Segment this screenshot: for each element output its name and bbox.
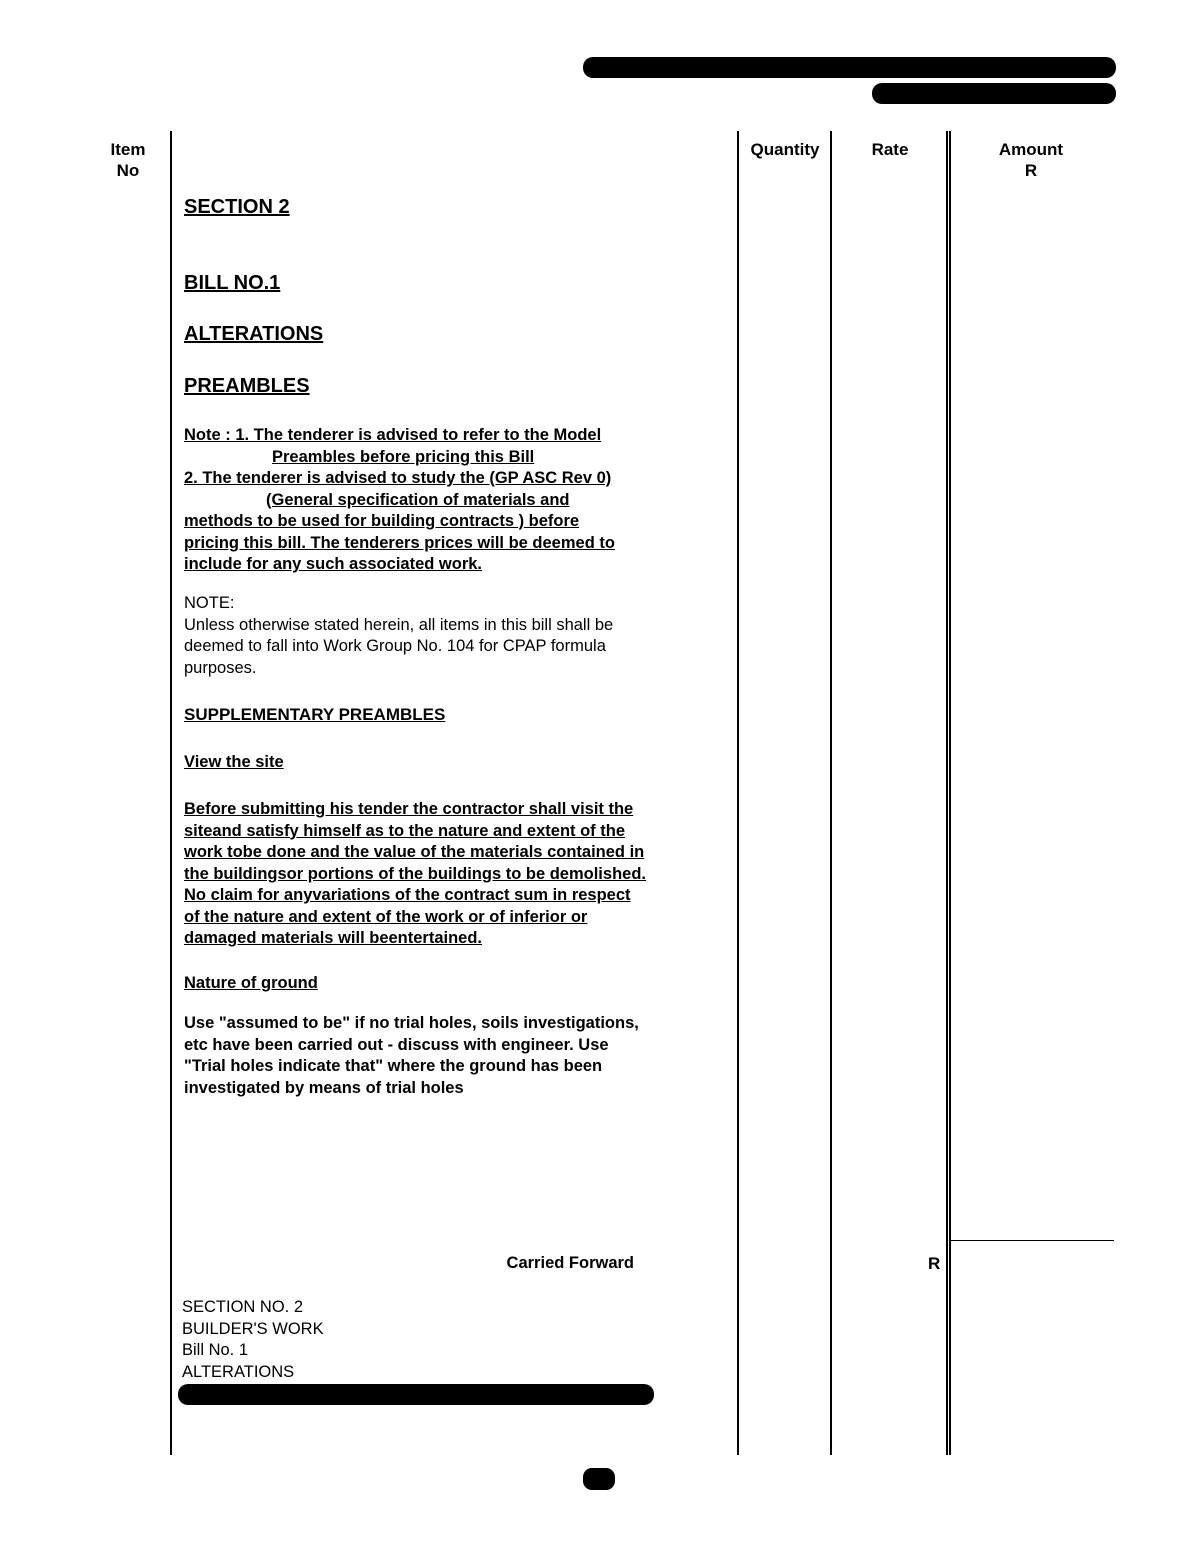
- column-header-quantity: Quantity: [750, 140, 820, 159]
- footer-builders-work: BUILDER'S WORK: [182, 1319, 324, 1338]
- note-line-3: 2. The tenderer is advised to study the (GP ASC Rev 0): [184, 469, 612, 487]
- supplementary-preambles-heading: SUPPLEMENTARY PREAMBLES: [184, 705, 446, 724]
- footer-alterations: ALTERATIONS: [182, 1362, 295, 1381]
- view-site-text: Before submitting his tender the contractor shall visit the siteand satisfy himself as to the nature and extent of the work tobe done and the value of the materials contained in the buildingsor portions of the buildings to be demolished. No claim for anyvariations of the contract sum in respect of the nature and extent of the work or of inferior or damaged materials will beentertained.: [184, 800, 646, 947]
- section-heading: SECTION 2: [184, 196, 290, 218]
- alterations-heading: ALTERATIONS: [184, 323, 324, 345]
- bill-heading: BILL NO.1: [184, 272, 281, 294]
- carried-forward-currency: R: [928, 1254, 941, 1273]
- work-group-note: [184, 593, 649, 679]
- view-site-title: View the site: [184, 753, 284, 771]
- carried-forward-total-rule: [950, 1240, 1114, 1241]
- work-group-note-text: Unless otherwise stated herein, all items in this bill shall be deemed to fall into Work Group No. 104 for CPAP formula purposes.: [184, 615, 614, 677]
- column-rule-amount-left-a: [946, 131, 948, 1455]
- tenderer-note: [184, 425, 654, 576]
- work-group-note-label: NOTE:: [184, 594, 235, 612]
- redacted-footer-bar: [178, 1384, 654, 1405]
- note-line-2: Preambles before pricing this Bill: [272, 447, 535, 466]
- note-line-1: Note : 1. The tenderer is advised to refer to the Model: [184, 426, 602, 444]
- column-rule-amount-left-b: [949, 131, 951, 1455]
- note-line-4: (General specification of materials and: [266, 490, 570, 509]
- nature-ground-title: Nature of ground: [184, 974, 318, 992]
- column-header-rate: Rate: [871, 140, 909, 159]
- redacted-subheader-bar: [872, 83, 1116, 104]
- redacted-header-bar: [583, 57, 1116, 78]
- footer-section: SECTION NO. 2: [182, 1298, 304, 1316]
- preambles-heading: PREAMBLES: [184, 375, 310, 397]
- note-line-6: pricing this bill. The tenderers prices will be deemed to: [184, 533, 615, 552]
- column-rule-description-left: [170, 131, 172, 1455]
- nature-ground-text: Use "assumed to be" if no trial holes, soils investigations, etc have been carried out - discuss with engineer. Use "Trial holes indicate that" where the ground has been investigated by means of trial holes: [184, 1014, 639, 1097]
- column-header-item-no: Item No: [110, 140, 146, 180]
- note-line-5: methods to be used for building contracts ) before: [184, 512, 580, 530]
- carried-forward-label: Carried Forward: [506, 1254, 634, 1272]
- redacted-page-number: [583, 1468, 615, 1490]
- column-header-amount: Amount R: [998, 140, 1064, 180]
- column-rule-quantity-left: [737, 131, 739, 1455]
- note-line-7: include for any such associated work.: [184, 555, 483, 573]
- column-rule-rate-left: [830, 131, 832, 1455]
- footer-block: [182, 1297, 324, 1383]
- footer-bill-no: Bill No. 1: [182, 1341, 249, 1359]
